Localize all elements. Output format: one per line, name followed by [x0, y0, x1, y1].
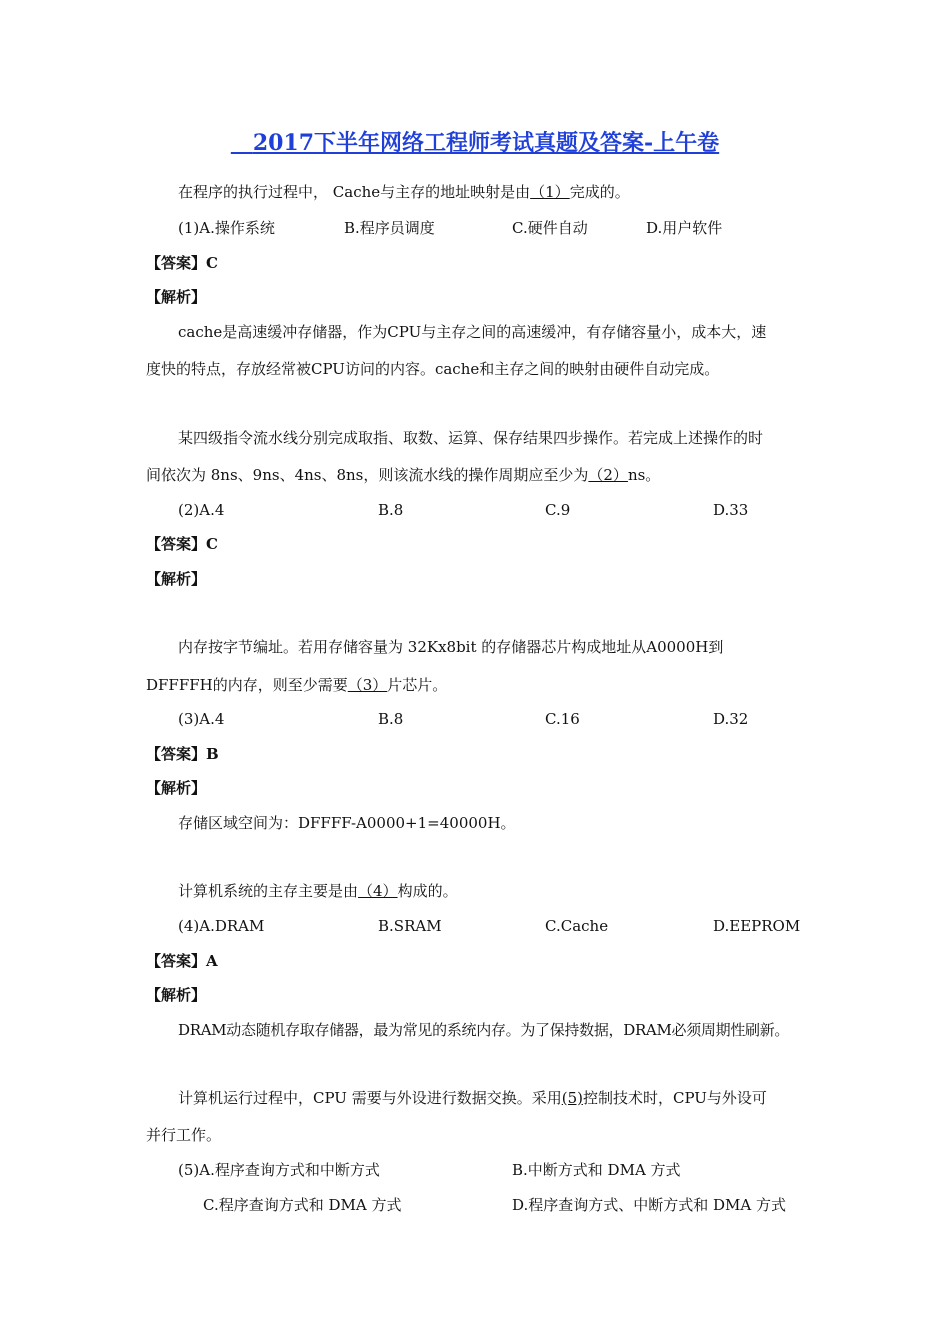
q3-blank: （3）: [347, 676, 388, 694]
q2-option-b: B.8: [378, 501, 404, 519]
q2-option-a: (2)A.4: [178, 501, 225, 519]
q3-option-c: C.16: [545, 710, 580, 728]
q3-option-d: D.32: [713, 710, 749, 728]
q1-option-c: C.硬件自动: [512, 219, 588, 237]
q2-blank: （2）: [588, 466, 628, 484]
q1-option-d: D.用户软件: [646, 219, 723, 237]
q5-option-c: C.程序查询方式和 DMA 方式: [203, 1196, 402, 1214]
q5-option-b: B.中断方式和 DMA 方式: [512, 1161, 681, 1179]
q4-explanation: DRAM动态随机存取存储器，最为常见的系统内存。为了保持数据，DRAM必须周期性刷新。: [178, 1021, 790, 1039]
q1-option-b: B.程序员调度: [344, 219, 435, 237]
q4-option-a: (4)A.DRAM: [178, 917, 265, 935]
q4-analysis-heading: 【解析】: [146, 986, 207, 1004]
q4-option-b: B.SRAM: [378, 917, 442, 935]
q2-analysis-heading: 【解析】: [146, 570, 207, 588]
q4-answer: 【答案】A: [146, 952, 218, 970]
q1-option-a: (1)A.操作系统: [178, 219, 275, 237]
q5-stem-line2: 并行工作。: [146, 1126, 222, 1144]
q2-option-d: D.33: [713, 501, 749, 519]
q1-analysis-heading: 【解析】: [146, 288, 207, 306]
q5-blank: (5): [561, 1089, 583, 1107]
q1-explanation-line1: cache是高速缓冲存储器，作为CPU与主存之间的高速缓冲，有存储容量小，成本大，速: [178, 323, 767, 341]
q1-answer: 【答案】C: [146, 254, 218, 272]
q3-analysis-heading: 【解析】: [146, 779, 207, 797]
q3-answer: 【答案】B: [146, 745, 219, 763]
q4-stem: 计算机系统的主存主要是由（4）构成的。: [178, 882, 458, 900]
q3-option-b: B.8: [378, 710, 404, 728]
q2-option-c: C.9: [545, 501, 571, 519]
q3-stem-line2: DFFFFH的内存，则至少需要（3）片芯片。: [146, 676, 448, 694]
q4-option-c: C.Cache: [545, 917, 609, 935]
q5-option-a: (5)A.程序查询方式和中断方式: [178, 1161, 380, 1179]
q2-stem-line1: 某四级指令流水线分别完成取指、取数、运算、保存结果四步操作。若完成上述操作的时: [178, 429, 764, 447]
q5-option-d: D.程序查询方式、中断方式和 DMA 方式: [512, 1196, 787, 1214]
q2-stem-line2: 间依次为 8ns、9ns、4ns、8ns，则该流水线的操作周期应至少为（2）ns。: [146, 466, 661, 484]
q3-explanation: 存储区域空间为：DFFFF-A0000+1=40000H。: [178, 814, 516, 832]
q4-option-d: D.EEPROM: [713, 917, 801, 935]
q1-blank: （1）: [530, 183, 570, 201]
q1-stem: 在程序的执行过程中， Cache与主存的地址映射是由（1）完成的。: [178, 183, 630, 201]
q3-stem-line1: 内存按字节编址。若用存储容量为 32Kx8bit 的存储器芯片构成地址从A0000H到: [178, 638, 724, 656]
q1-explanation-line2: 度快的特点，存放经常被CPU访问的内容。cache和主存之间的映射由硬件自动完成。: [146, 360, 720, 378]
q2-answer: 【答案】C: [146, 535, 218, 553]
document-title: 2017下半年网络工程师考试真题及答案-上午卷: [252, 130, 720, 156]
q5-stem-line1: 计算机运行过程中，CPU 需要与外设进行数据交换。采用(5)控制技术时，CPU与外设可: [178, 1089, 767, 1107]
q3-option-a: (3)A.4: [178, 710, 225, 728]
q4-blank: （4）: [358, 882, 398, 900]
